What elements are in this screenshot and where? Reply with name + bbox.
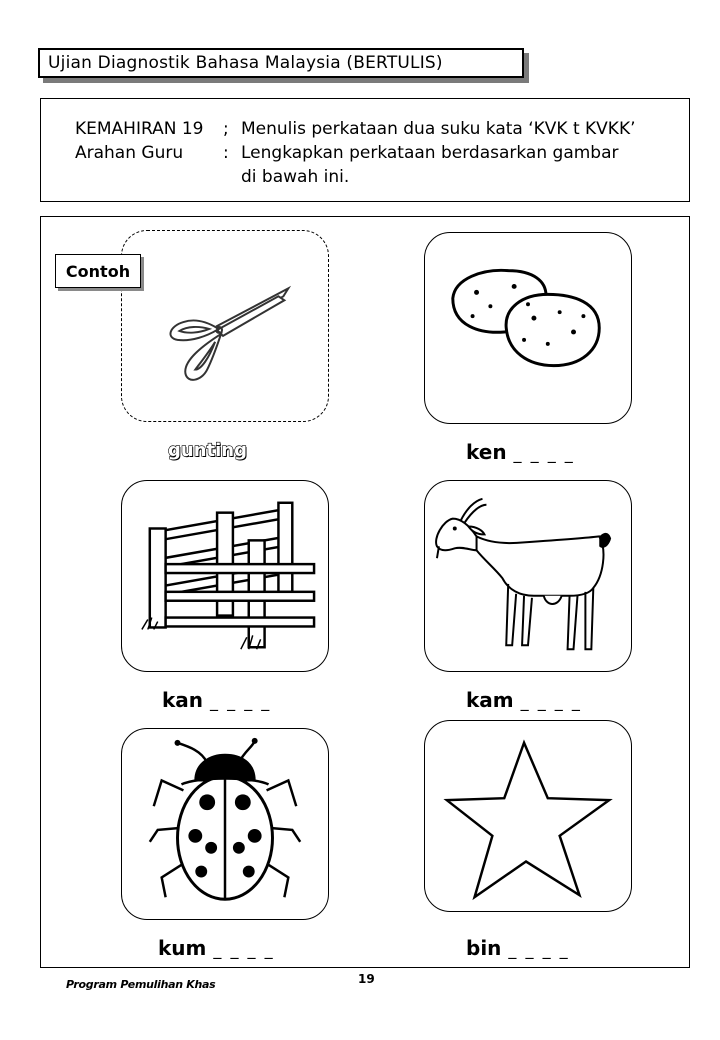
page-number: 19	[358, 972, 375, 986]
example-word	[168, 440, 247, 461]
skill-label: KEMAHIRAN 19	[75, 119, 204, 139]
worksheet-title	[38, 48, 524, 78]
example-word-text: gunting	[168, 440, 247, 461]
ladybug-picture-card	[121, 728, 329, 920]
answer-word-kan	[162, 688, 271, 712]
answer-word-ken	[466, 440, 575, 464]
answer-blank[interactable]: _ _ _ _	[520, 692, 582, 711]
answer-blank[interactable]: _ _ _ _	[508, 940, 570, 959]
answer-blank[interactable]: _ _ _ _	[210, 692, 272, 711]
goat-picture-card	[424, 480, 632, 672]
goat-icon	[425, 481, 631, 671]
word-stem: kum	[158, 936, 207, 960]
answer-blank[interactable]: _ _ _ _	[513, 444, 575, 463]
fence-icon	[122, 481, 328, 671]
teacher-instruction-value-2: di bawah ini.	[241, 167, 350, 187]
star-icon	[425, 721, 631, 911]
answer-word-kam	[466, 688, 582, 712]
teacher-instruction-value: Lengkapkan perkataan berdasarkan gambar	[241, 143, 619, 163]
worksheet-title-text: Ujian Diagnostik Bahasa Malaysia (BERTULIS)	[48, 53, 443, 73]
instructions-box	[40, 98, 690, 202]
fence-picture-card	[121, 480, 329, 672]
potatoes-icon	[425, 233, 631, 423]
word-stem: kam	[466, 688, 514, 712]
teacher-instruction-label: Arahan Guru	[75, 143, 184, 163]
word-stem: bin	[466, 936, 502, 960]
scissors-icon	[122, 231, 328, 421]
program-name: Program Pemulihan Khas	[66, 978, 216, 991]
example-label-text: Contoh	[65, 261, 131, 281]
potatoes-picture-card	[424, 232, 632, 424]
skill-separator: ;	[223, 119, 229, 139]
word-stem: ken	[466, 440, 507, 464]
teacher-instruction-separator: :	[223, 143, 229, 163]
star-picture-card	[424, 720, 632, 912]
answer-blank[interactable]: _ _ _ _	[213, 940, 275, 959]
scissors-picture-card	[121, 230, 329, 422]
word-stem: kan	[162, 688, 204, 712]
answer-word-bin	[466, 936, 570, 960]
answer-word-kum	[158, 936, 275, 960]
ladybug-icon	[122, 729, 328, 919]
skill-value: Menulis perkataan dua suku kata ‘KVK t KVKK’	[241, 119, 636, 139]
example-label	[55, 254, 141, 288]
